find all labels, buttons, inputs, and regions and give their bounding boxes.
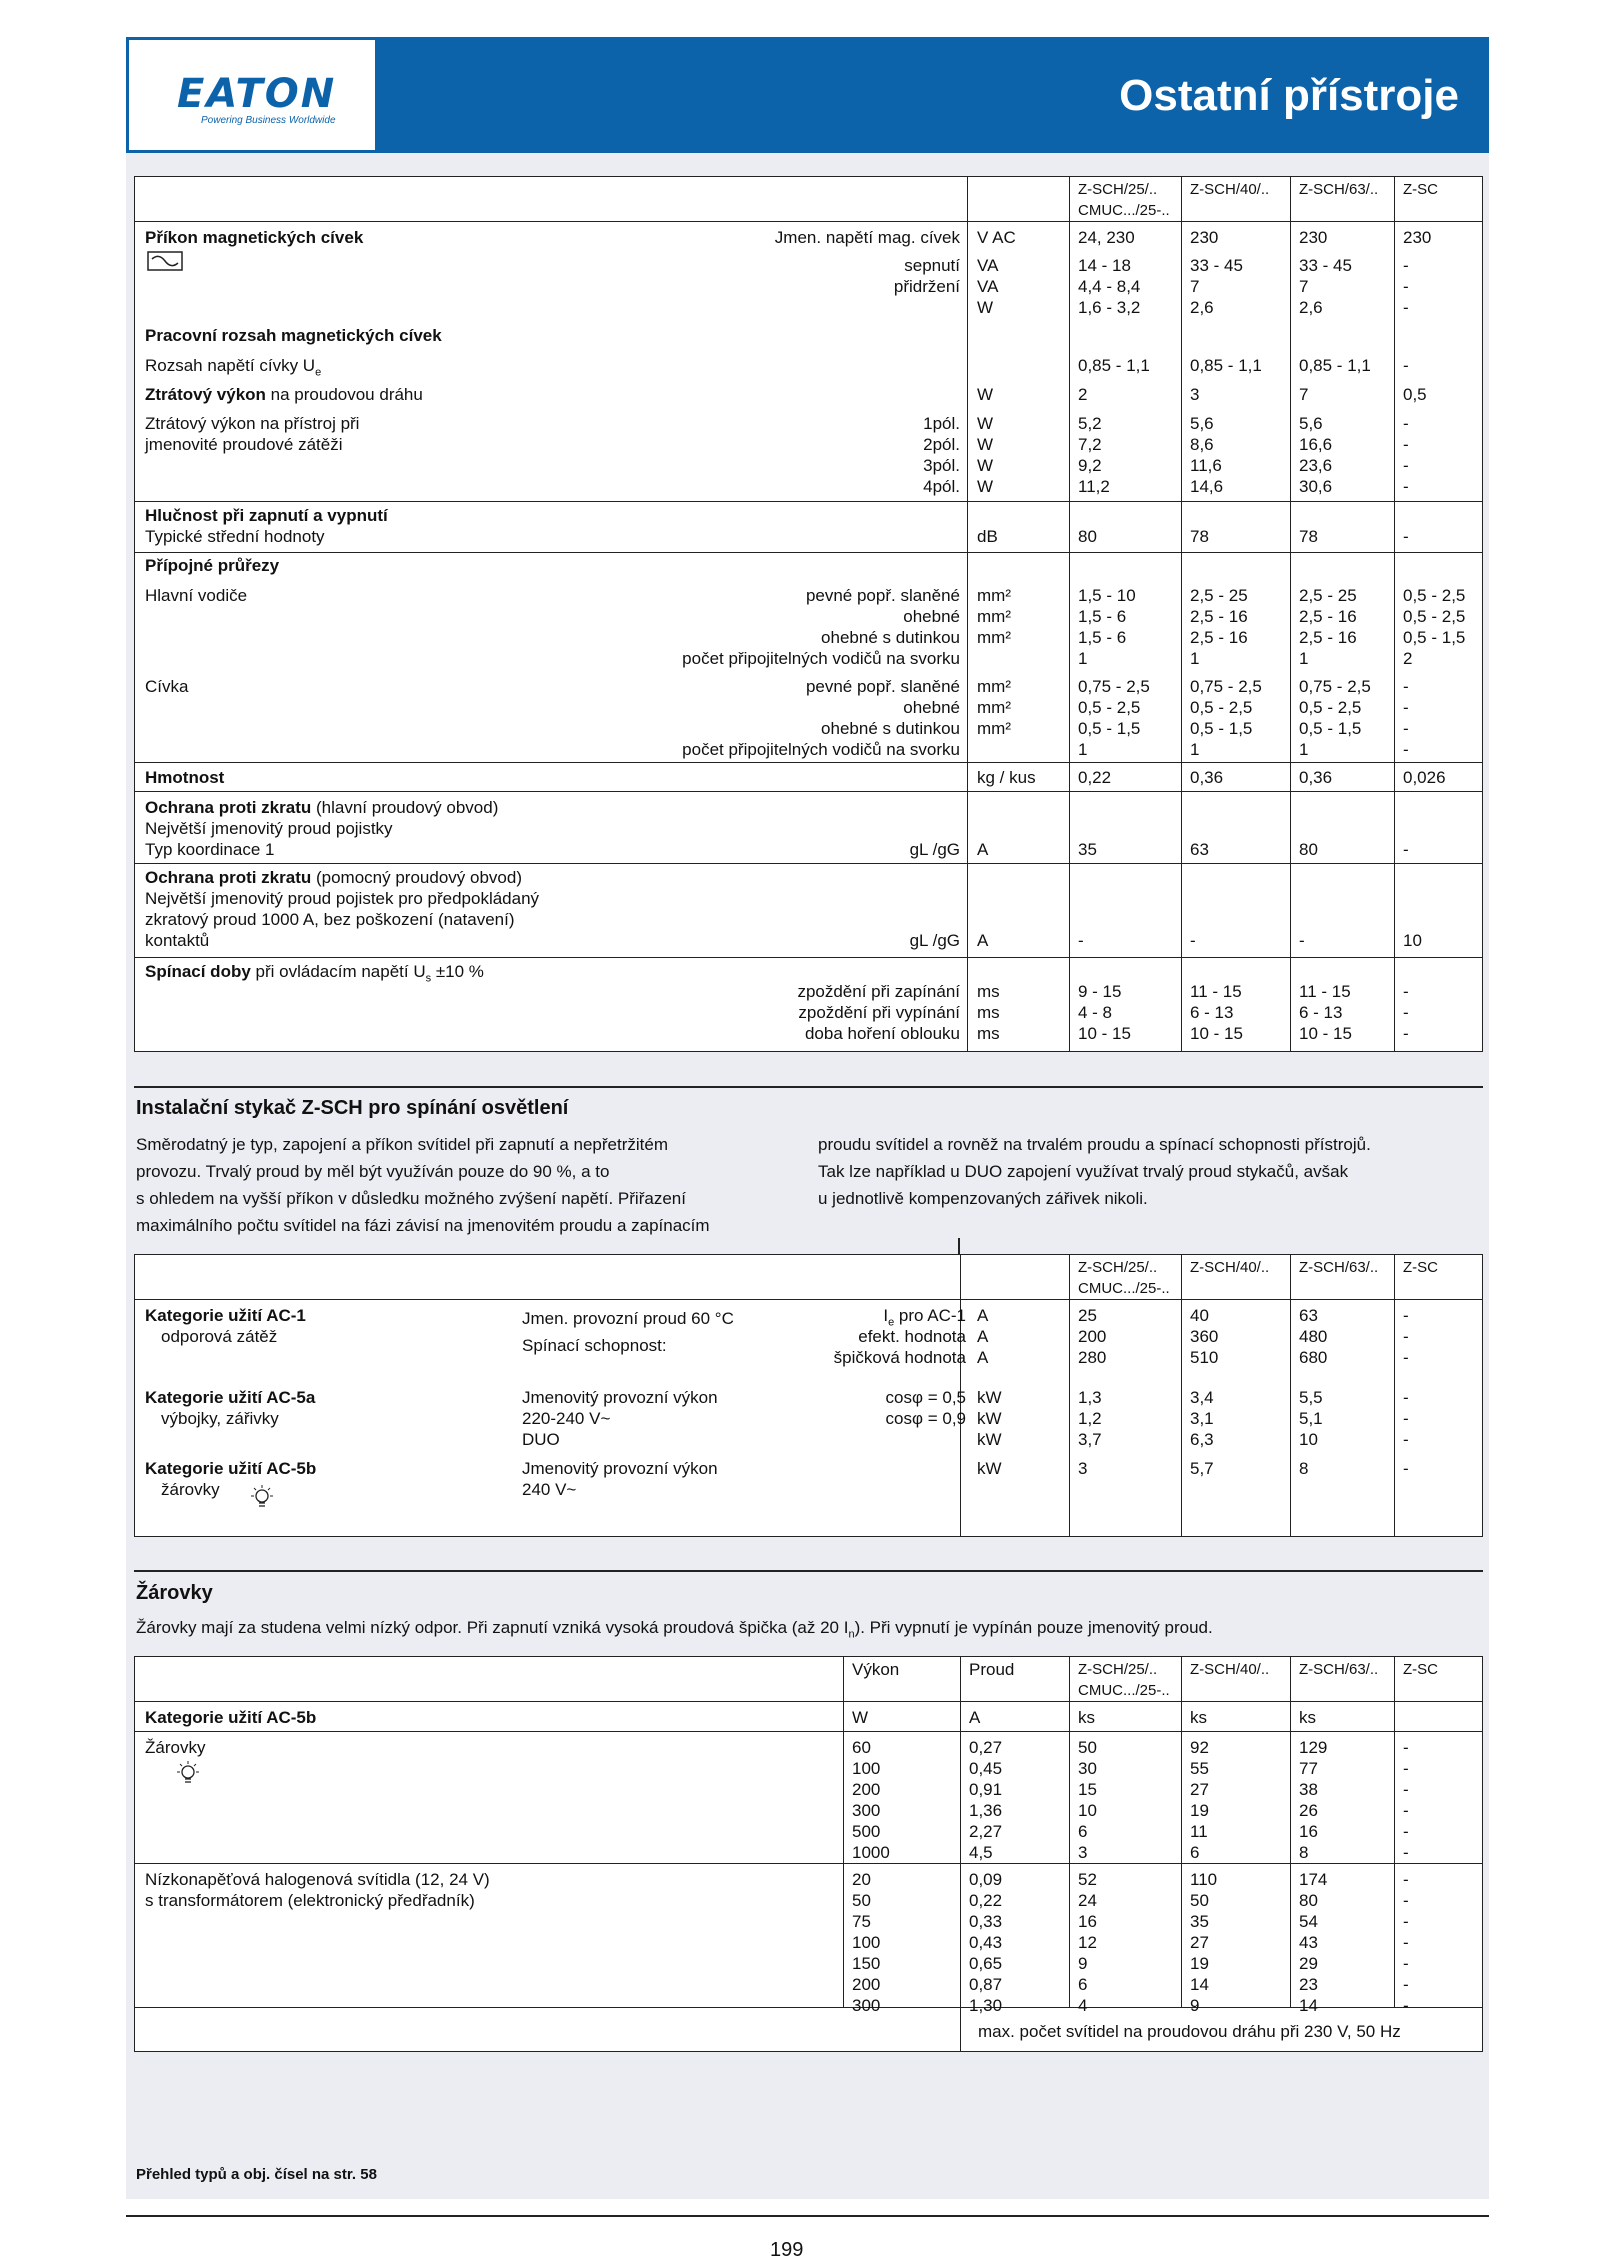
cell: 129 77 38 26 16 8 — [1299, 1738, 1328, 1862]
cell: 33 - 45 7 2,6 — [1299, 256, 1352, 317]
cell: 5,5 5,1 10 — [1299, 1388, 1323, 1449]
cell: 230 — [1403, 228, 1432, 247]
section-paragraph: proudu svítidel a rovněž na trvalém proudu a spínací schopnosti přístrojů. Tak lze například u DUO zapojení využívat trvalý proud stykačů, avšak u jednotlivě kompenzovaných zářivek nikoli. — [818, 1135, 1371, 1208]
cell: - — [1403, 1459, 1409, 1478]
row-sub: cosφ = 0,5 cosφ = 0,9 — [885, 1388, 966, 1428]
row-sub: pevné popř. slaněné ohebné ohebné s dutinkou počet připojitelných vodičů na svorku — [682, 677, 960, 759]
row-sub: zpoždění při zapínání zpoždění při vypínání doba hoření oblouku — [797, 982, 960, 1043]
cell: 80 — [1078, 527, 1097, 546]
cell: 3 — [1078, 1459, 1088, 1478]
section-divider — [134, 1086, 1483, 1088]
cell: 0,09 0,22 0,33 0,43 0,65 0,87 1,30 — [969, 1870, 1003, 2015]
cell: 35 — [1078, 840, 1097, 859]
row-label: Kategorie užití AC-1 — [145, 1306, 306, 1325]
row-label: Kategorie užití AC-5b — [145, 1708, 317, 1727]
row-sub: gL /gG — [909, 840, 960, 859]
cell: 33 - 45 7 2,6 — [1190, 256, 1243, 317]
cell: 40 360 510 — [1190, 1306, 1219, 1367]
col-header: Proud — [969, 1660, 1015, 1679]
cell: - — [1403, 840, 1409, 859]
row-unit: V AC — [977, 228, 1016, 247]
logo-tagline: Powering Business Worldwide — [201, 115, 336, 126]
row-desc: Jmenovitý provozní výkon 240 V~ — [522, 1459, 718, 1499]
cell: - — [1403, 527, 1409, 546]
cell: 0,75 - 2,5 0,5 - 2,5 0,5 - 1,5 1 — [1299, 677, 1371, 759]
col-header: Z-SCH/25/.. CMUC.../25-.. — [1078, 1259, 1170, 1297]
cell: 5,6 8,6 11,6 14,6 — [1190, 414, 1224, 496]
table-footer-note: max. počet svítidel na proudovou dráhu při 230 V, 50 Hz — [978, 2022, 1401, 2041]
cell: 0,5 — [1403, 385, 1427, 404]
cell: ks — [1190, 1708, 1207, 1727]
row-label: Kategorie užití AC-5b — [145, 1459, 317, 1478]
cell: 174 80 54 43 29 23 14 — [1299, 1870, 1328, 2015]
row-label: Ochrana proti zkratu (hlavní proudový obvod) Největší jmenovitý proud pojistky Typ koordinace 1 — [145, 798, 499, 859]
cell: 60 100 200 300 500 1000 — [852, 1738, 890, 1862]
row-label: Žárovky — [145, 1738, 206, 1757]
cell: 52 24 16 12 9 6 4 — [1078, 1870, 1097, 2015]
col-header: Z-SCH/25/.. CMUC.../25-.. — [1078, 1661, 1170, 1699]
cell: 0,85 - 1,1 — [1299, 356, 1371, 375]
row-unit: kg / kus — [977, 768, 1036, 787]
row-label: Spínací doby při ovládacím napětí $U_s \pm 10$ % — [145, 962, 484, 985]
cell: A — [969, 1708, 981, 1727]
row-label: Hlavní vodiče — [145, 586, 248, 605]
row-sublabel: žárovky — [161, 1480, 220, 1499]
cell: - — [1190, 931, 1196, 950]
cell: 2,5 - 25 2,5 - 16 2,5 - 16 1 — [1190, 586, 1248, 668]
row-unit: A — [977, 931, 989, 950]
cell: - - - — [1403, 1306, 1409, 1367]
row-label: Kategorie užití AC-5a — [145, 1388, 316, 1407]
cell: 0,22 — [1078, 768, 1112, 787]
page-header — [126, 37, 1489, 153]
page-title: Ostatní přístroje — [1119, 71, 1459, 120]
cell: - — [1403, 356, 1409, 375]
cell: 230 — [1190, 228, 1219, 247]
cell: 11 - 15 6 - 13 10 - 15 — [1299, 982, 1352, 1043]
col-header: Z-SCH/40/.. — [1190, 1661, 1270, 1678]
row-label: Ztrátový výkon na proudovou dráhu — [145, 385, 423, 404]
row-label: Hlučnost při zapnutí a vypnutí Typické střední hodnoty — [145, 506, 388, 546]
cell: 9 - 15 4 - 8 10 - 15 — [1078, 982, 1131, 1043]
table-utilization-categories — [134, 1254, 1483, 1537]
cell: 5,6 16,6 23,6 30,6 — [1299, 414, 1333, 496]
cell: 1,3 1,2 3,7 — [1078, 1388, 1102, 1449]
cell: - - - - — [1403, 677, 1409, 759]
cell: 0,75 - 2,5 0,5 - 2,5 0,5 - 1,5 1 — [1190, 677, 1262, 759]
cell: 14 - 18 4,4 - 8,4 1,6 - 3,2 — [1078, 256, 1141, 317]
col-header: Z-SCH/63/.. — [1299, 1661, 1379, 1678]
row-unit: W W W W — [977, 414, 994, 496]
cell: - — [1299, 931, 1305, 950]
table-technical-data — [134, 176, 1483, 1052]
cell: 7 — [1299, 385, 1309, 404]
cell: 0,27 0,45 0,91 1,36 2,27 4,5 — [969, 1738, 1003, 1862]
cell: - - - - - - — [1403, 1738, 1409, 1862]
row-unit: kW — [977, 1459, 1002, 1478]
table-bulbs — [134, 1656, 1483, 2052]
section-paragraph: Směrodatný je typ, zapojení a příkon svítidel při zapnutí a nepřetržitém provozu. Trvalý proud by měl být využíván pouze do 90 %, a to s ohledem na vyšší příkon v důsledku možného zvýšení napětí. Přiřazení maximálního počtu svítidel na fázi závisí na jmenovitém proudu a zapínacím — [136, 1135, 710, 1235]
cell: ks — [1078, 1708, 1095, 1727]
row-desc: Jmen. provozní proud 60 °C Spínací schopnost: — [522, 1309, 734, 1355]
col-header: Z-SCH/40/.. — [1190, 181, 1270, 198]
row-unit: VA VA W — [977, 256, 999, 317]
cell: 3 — [1190, 385, 1200, 404]
row-label: Ochrana proti zkratu (pomocný proudový obvod) Největší jmenovitý proud pojistek pro předpokládaný zkratový proud 1000 A, bez poškození (natavení) kontaktů — [145, 868, 540, 950]
col-header: Z-SC — [1403, 1661, 1438, 1678]
row-unit: mm² mm² mm² — [977, 677, 1011, 738]
row-sub: sepnutí přidržení — [893, 256, 960, 296]
cell: 20 50 75 100 150 200 300 — [852, 1870, 881, 2015]
col-header: Výkon — [852, 1660, 900, 1679]
row-label: Přípojné průřezy — [145, 556, 280, 575]
cell: 92 55 27 19 11 6 — [1190, 1738, 1209, 1862]
col-header: Z-SCH/40/.. — [1190, 1259, 1270, 1276]
col-header: Z-SCH/63/.. — [1299, 181, 1379, 198]
row-unit: kW kW kW — [977, 1388, 1002, 1449]
cell: 78 — [1299, 527, 1318, 546]
row-sub: gL /gG — [909, 931, 960, 950]
cell: 8 — [1299, 1459, 1309, 1478]
eaton-logo: EATON — [177, 71, 337, 117]
row-sub: $I_e$ pro AC-1 — [883, 1306, 966, 1329]
page-number: 199 — [770, 2239, 804, 2261]
row-label: Cívka — [145, 677, 189, 696]
cell: 25 200 280 — [1078, 1306, 1107, 1367]
cell: W — [852, 1708, 869, 1727]
col-header: Z-SC — [1403, 1259, 1438, 1276]
cell: - - - - — [1403, 414, 1409, 496]
logo-box — [129, 40, 375, 150]
cell: 78 — [1190, 527, 1209, 546]
cell: 0,36 — [1190, 768, 1224, 787]
row-unit: A — [977, 840, 989, 859]
cell: 24, 230 — [1078, 228, 1135, 247]
row-label: Ztrátový výkon na přístroj při jmenovité proudové zátěži — [145, 414, 360, 454]
row-label: Hmotnost — [145, 768, 225, 787]
cell: 63 — [1190, 840, 1209, 859]
row-unit: dB — [977, 527, 998, 546]
col-header: Z-SCH/25/.. CMUC.../25-.. — [1078, 181, 1170, 219]
cell: 11 - 15 6 - 13 10 - 15 — [1190, 982, 1243, 1043]
cell: - - - — [1403, 1388, 1409, 1449]
section-title: Žárovky — [136, 1582, 213, 1604]
row-sub: Jmen. napětí mag. cívek — [774, 228, 960, 247]
section-divider — [134, 1570, 1483, 1572]
footer-divider — [126, 2215, 1489, 2217]
ac-coil-icon — [147, 251, 183, 271]
cell: - — [1078, 931, 1084, 950]
cell: ks — [1299, 1708, 1316, 1727]
row-label: Pracovní rozsah magnetických cívek — [145, 326, 442, 345]
row-unit: W — [977, 385, 994, 404]
cell: 0,026 — [1403, 768, 1446, 787]
cell: - - - — [1403, 256, 1409, 317]
cell: 0,5 - 2,5 0,5 - 2,5 0,5 - 1,5 2 — [1403, 586, 1466, 668]
bulb-icon — [173, 1759, 203, 1789]
cell: 0,85 - 1,1 — [1190, 356, 1262, 375]
section-paragraph: Žárovky mají za studena velmi nízký odpor. Při zapnutí vzniká vysoká proudová špička (až 20 $I_n$). Při vypnutí je vypínán pouze jmenovitý proud. — [136, 1618, 1213, 1641]
cell: 5,7 — [1190, 1459, 1214, 1478]
row-sub: 1pól. 2pól. 3pól. 4pól. — [923, 414, 960, 496]
cell: 50 30 15 10 6 3 — [1078, 1738, 1097, 1862]
row-unit: ms ms ms — [977, 982, 1000, 1043]
row-desc: Jmenovitý provozní výkon 220-240 V~ DUO — [522, 1388, 718, 1449]
row-sublabel: výbojky, zářivky — [161, 1409, 279, 1428]
cell: 230 — [1299, 228, 1328, 247]
cell: 110 50 35 27 19 14 9 — [1190, 1870, 1218, 2015]
cell: - - - — [1403, 982, 1409, 1043]
cell: 80 — [1299, 840, 1318, 859]
row-label: Rozsah napětí cívky $U_e$ — [145, 356, 322, 379]
cell: 2 — [1078, 385, 1088, 404]
cell: 0,36 — [1299, 768, 1333, 787]
footnote: Přehled typů a obj. čísel na str. 58 — [136, 2166, 377, 2183]
bulb-icon — [247, 1483, 277, 1513]
cell: - - - - - - - — [1403, 1870, 1409, 2015]
row-label: Nízkonapěťová halogenová svítidla (12, 24 V) s transformátorem (elektronický předřadník) — [145, 1870, 490, 1910]
row-unit: A A A — [977, 1306, 989, 1367]
row-label: Příkon magnetických cívek — [145, 228, 364, 247]
cell: 0,75 - 2,5 0,5 - 2,5 0,5 - 1,5 1 — [1078, 677, 1150, 759]
col-header: Z-SCH/63/.. — [1299, 1259, 1379, 1276]
cell: 2,5 - 25 2,5 - 16 2,5 - 16 1 — [1299, 586, 1357, 668]
section-title: Instalační stykač Z-SCH pro spínání osvětlení — [136, 1097, 569, 1119]
cell: 5,2 7,2 9,2 11,2 — [1078, 414, 1110, 496]
row-sub: efekt. hodnota špičková hodnota — [833, 1327, 966, 1367]
cell: 0,85 - 1,1 — [1078, 356, 1150, 375]
row-sub: pevné popř. slaněné ohebné ohebné s dutinkou počet připojitelných vodičů na svorku — [682, 586, 960, 668]
cell: 3,4 3,1 6,3 — [1190, 1388, 1214, 1449]
cell: 1,5 - 10 1,5 - 6 1,5 - 6 1 — [1078, 586, 1136, 668]
row-sublabel: odporová zátěž — [161, 1327, 278, 1346]
row-unit: mm² mm² mm² — [977, 586, 1011, 647]
col-header: Z-SC — [1403, 181, 1438, 198]
cell: 10 — [1403, 931, 1422, 950]
cell: 63 480 680 — [1299, 1306, 1328, 1367]
